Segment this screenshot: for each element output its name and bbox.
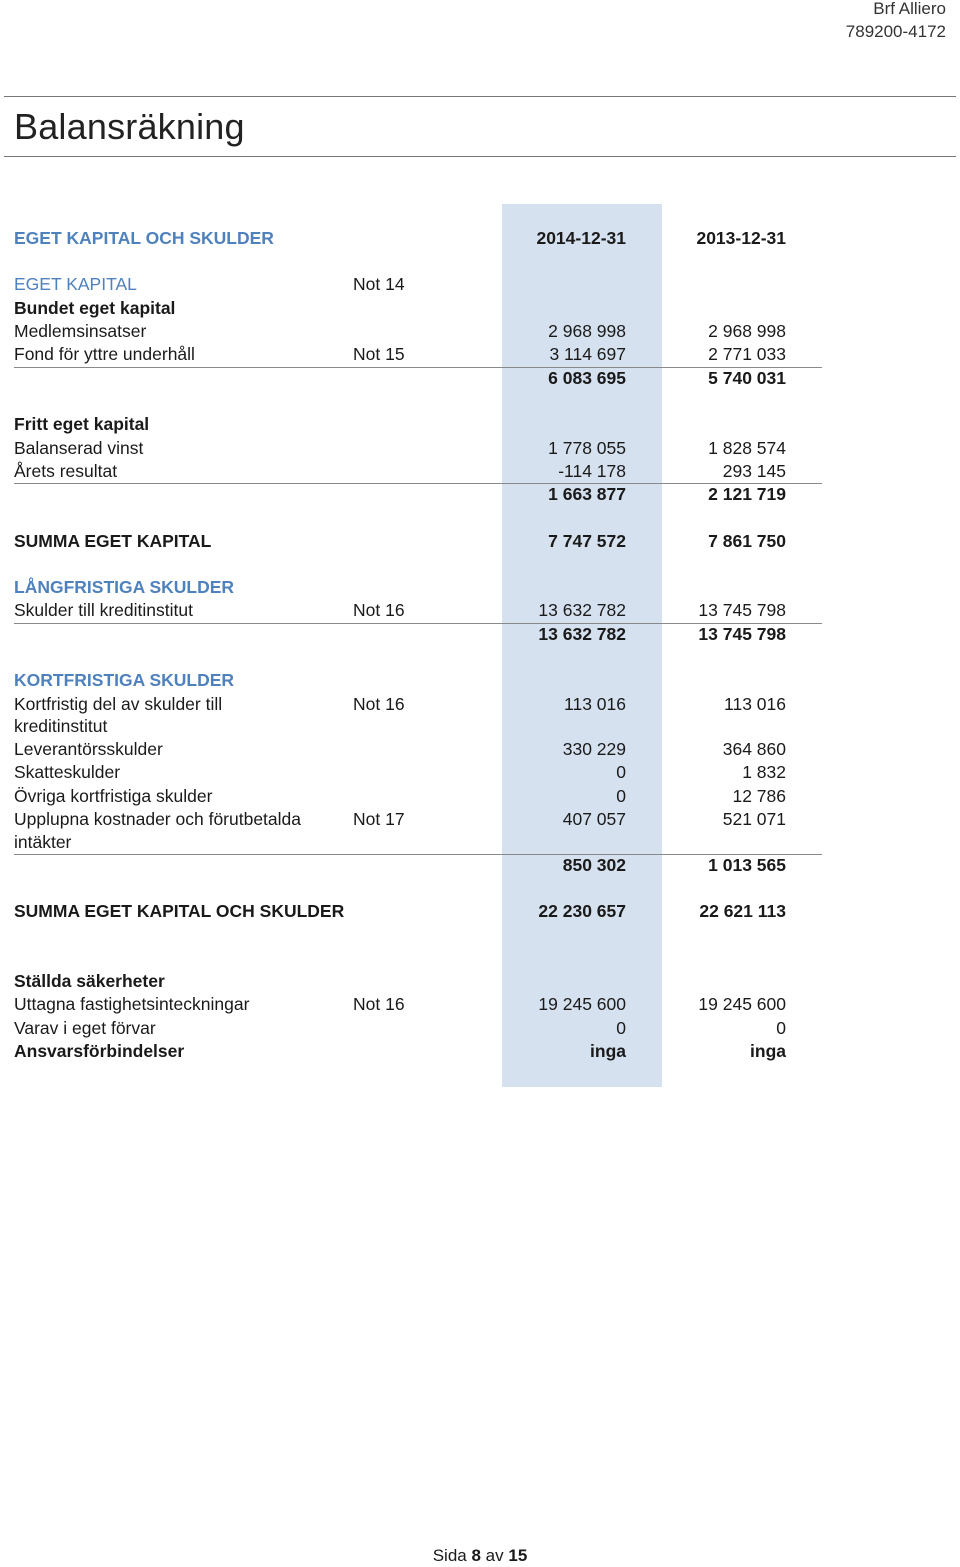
value-2013: 7 861 750	[708, 531, 786, 551]
value-2013: 12 786	[732, 786, 786, 806]
value-2013: 5 740 031	[708, 368, 786, 388]
column-header-2013: 2013-12-31	[696, 228, 786, 248]
row-label: Ansvarsförbindelser	[14, 1041, 185, 1061]
value-2014: 0	[616, 786, 626, 806]
value-2013: 293 145	[722, 461, 786, 481]
table-row	[14, 738, 822, 761]
value-2014: 0	[616, 1018, 626, 1038]
row-label: Leverantörsskulder	[14, 739, 163, 759]
table-row	[14, 693, 822, 716]
value-2013: 2 121 719	[708, 484, 786, 504]
stallda-heading: Ställda säkerheter	[14, 971, 165, 991]
kortfristiga-heading: KORTFRISTIGA SKULDER	[14, 670, 235, 690]
table-row	[14, 320, 822, 343]
value-2013: 19 245 600	[698, 994, 786, 1014]
row-label: Varav i eget förvar	[14, 1018, 156, 1038]
summa-eget-kapital-row	[14, 530, 822, 553]
value-2014: 3 114 697	[549, 344, 626, 364]
org-number: 789200-4172	[845, 22, 946, 41]
value-2014: 13 632 782	[538, 600, 626, 620]
value-2013: 2 968 998	[708, 321, 786, 341]
value-2013: 13 745 798	[698, 600, 786, 620]
document-header	[846, 0, 946, 43]
value-2014: 407 057	[562, 809, 626, 829]
row-label: Balanserad vinst	[14, 438, 144, 458]
row-label: Medlemsinsatser	[14, 321, 147, 341]
page-footer	[0, 1546, 960, 1566]
value-2014: 19 245 600	[538, 994, 626, 1014]
summa-total-row	[14, 900, 822, 923]
value-2013: 1 832	[742, 762, 786, 782]
value-2014: inga	[590, 1041, 626, 1061]
value-2014: 1 663 877	[548, 484, 626, 504]
value-2014: 13 632 782	[538, 624, 626, 644]
value-2014: 0	[616, 762, 626, 782]
note-ref: Not 17	[353, 809, 405, 829]
page-separator: av	[485, 1546, 504, 1565]
column-header-2014: 2014-12-31	[536, 228, 626, 248]
value-2013: inga	[750, 1041, 786, 1061]
value-2013: 1 828 574	[708, 438, 786, 458]
value-2013: 521 071	[722, 809, 786, 829]
total-pages: 15	[508, 1546, 528, 1565]
row-label-continuation: intäkter	[14, 832, 72, 852]
value-2013: 1 013 565	[708, 855, 786, 875]
note-ref: Not 16	[353, 600, 405, 620]
row-label: Fond för yttre underhåll	[14, 344, 195, 364]
table-row	[14, 1017, 822, 1040]
row-label: Skulder till kreditinstitut	[14, 600, 193, 620]
subtotal-row	[14, 854, 822, 877]
table-row	[14, 785, 822, 808]
company-name: Brf Alliero	[873, 0, 946, 18]
value-2014: -114 178	[558, 461, 626, 481]
value-2013: 0	[776, 1018, 786, 1038]
langfristiga-heading-row	[14, 576, 822, 599]
value-2014: 330 229	[562, 739, 626, 759]
subtotal-row	[14, 623, 822, 646]
title-rule	[4, 156, 956, 157]
row-label-continuation: kreditinstitut	[14, 716, 108, 736]
value-2014: 1 778 055	[548, 438, 626, 458]
table-row	[14, 993, 822, 1016]
ansvar-row	[14, 1040, 822, 1063]
eget-kapital-heading-row	[14, 273, 822, 296]
value-2013: 22 621 113	[699, 901, 786, 921]
table-row-continuation	[14, 831, 822, 854]
value-2013: 2 771 033	[708, 344, 786, 364]
note-ref: Not 16	[353, 694, 405, 714]
bundet-heading-row	[14, 297, 822, 320]
note-ref: Not 16	[353, 994, 405, 1014]
table-row	[14, 808, 822, 831]
value-2013: 13 745 798	[698, 624, 786, 644]
row-label: Årets resultat	[14, 461, 118, 481]
section-title: EGET KAPITAL OCH SKULDER	[14, 228, 274, 248]
note-ref: Not 14	[353, 274, 405, 294]
current-page: 8	[471, 1546, 481, 1565]
page-prefix: Sida	[432, 1546, 467, 1565]
row-label: Skatteskulder	[14, 762, 121, 782]
fritt-heading-row	[14, 413, 822, 436]
header-rule	[4, 96, 956, 97]
langfristiga-heading: LÅNGFRISTIGA SKULDER	[14, 577, 235, 597]
value-2014: 2 968 998	[548, 321, 626, 341]
page-title: Balansräkning	[14, 106, 245, 147]
note-ref: Not 15	[353, 344, 405, 364]
value-2013: 364 860	[722, 739, 786, 759]
row-label: SUMMA EGET KAPITAL	[14, 531, 212, 551]
table-row	[14, 437, 822, 460]
bundet-heading: Bundet eget kapital	[14, 298, 176, 318]
row-label: Upplupna kostnader och förutbetalda	[14, 809, 302, 829]
value-2014: 6 083 695	[548, 368, 626, 388]
stallda-heading-row	[14, 970, 822, 993]
value-2013: 113 016	[724, 694, 786, 714]
table-row	[14, 343, 822, 366]
value-2014: 850 302	[562, 855, 626, 875]
row-label: SUMMA EGET KAPITAL OCH SKULDER	[14, 901, 345, 921]
table-row	[14, 761, 822, 784]
value-2014: 113 016	[564, 694, 626, 714]
value-2014: 7 747 572	[548, 531, 626, 551]
eget-kapital-heading: EGET KAPITAL	[14, 274, 137, 294]
value-2014: 22 230 657	[538, 901, 626, 921]
row-label: Kortfristig del av skulder till	[14, 694, 223, 714]
row-label: Uttagna fastighetsinteckningar	[14, 994, 250, 1014]
subtotal-row	[14, 483, 822, 506]
table-row	[14, 599, 822, 622]
kortfristiga-heading-row	[14, 669, 822, 692]
table-row-continuation	[14, 715, 822, 738]
subtotal-row	[14, 367, 822, 390]
table-row	[14, 460, 822, 483]
fritt-heading: Fritt eget kapital	[14, 414, 150, 434]
column-header-row	[14, 227, 822, 250]
row-label: Övriga kortfristiga skulder	[14, 786, 213, 806]
